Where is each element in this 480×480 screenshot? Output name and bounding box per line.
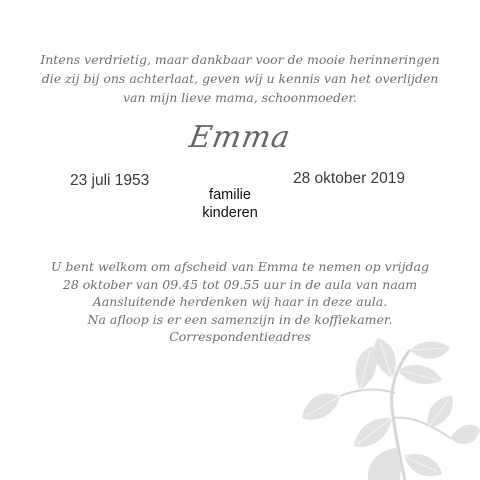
deceased-name: Emma (186, 120, 294, 155)
intro-text (40, 50, 440, 107)
closing-line: Na afloop is er een samenzijn in de koffiekamer. (87, 311, 393, 327)
correspondence-address: Correspondentieadres (169, 329, 311, 344)
closing-line: Aansluitende herdenken wij haar in deze aula. (92, 294, 388, 309)
closing-line: U bent welkom om afscheid van Emma te nemen op vrijdag (50, 259, 430, 274)
family-names (180, 186, 280, 222)
closing-line: 28 oktober van 09.45 tot 09.55 uur in de aula van naam (62, 276, 418, 292)
leaf-branch-icon (300, 338, 480, 480)
death-date: 28 oktober 2019 (293, 170, 406, 187)
birth-date: 23 juli 1953 (70, 172, 150, 189)
family-line: familie (209, 187, 251, 203)
intro-line: Intens verdrietig, maar dankbaar voor de mooie herinneringen (40, 52, 440, 67)
intro-line: van mijn lieve mama, schoonmoeder. (123, 90, 357, 105)
closing-text (20, 258, 460, 346)
intro-line: die zij bij ons achterlaat, geven wij u kennis van het overlijden (41, 71, 439, 86)
family-line: kinderen (202, 205, 258, 221)
